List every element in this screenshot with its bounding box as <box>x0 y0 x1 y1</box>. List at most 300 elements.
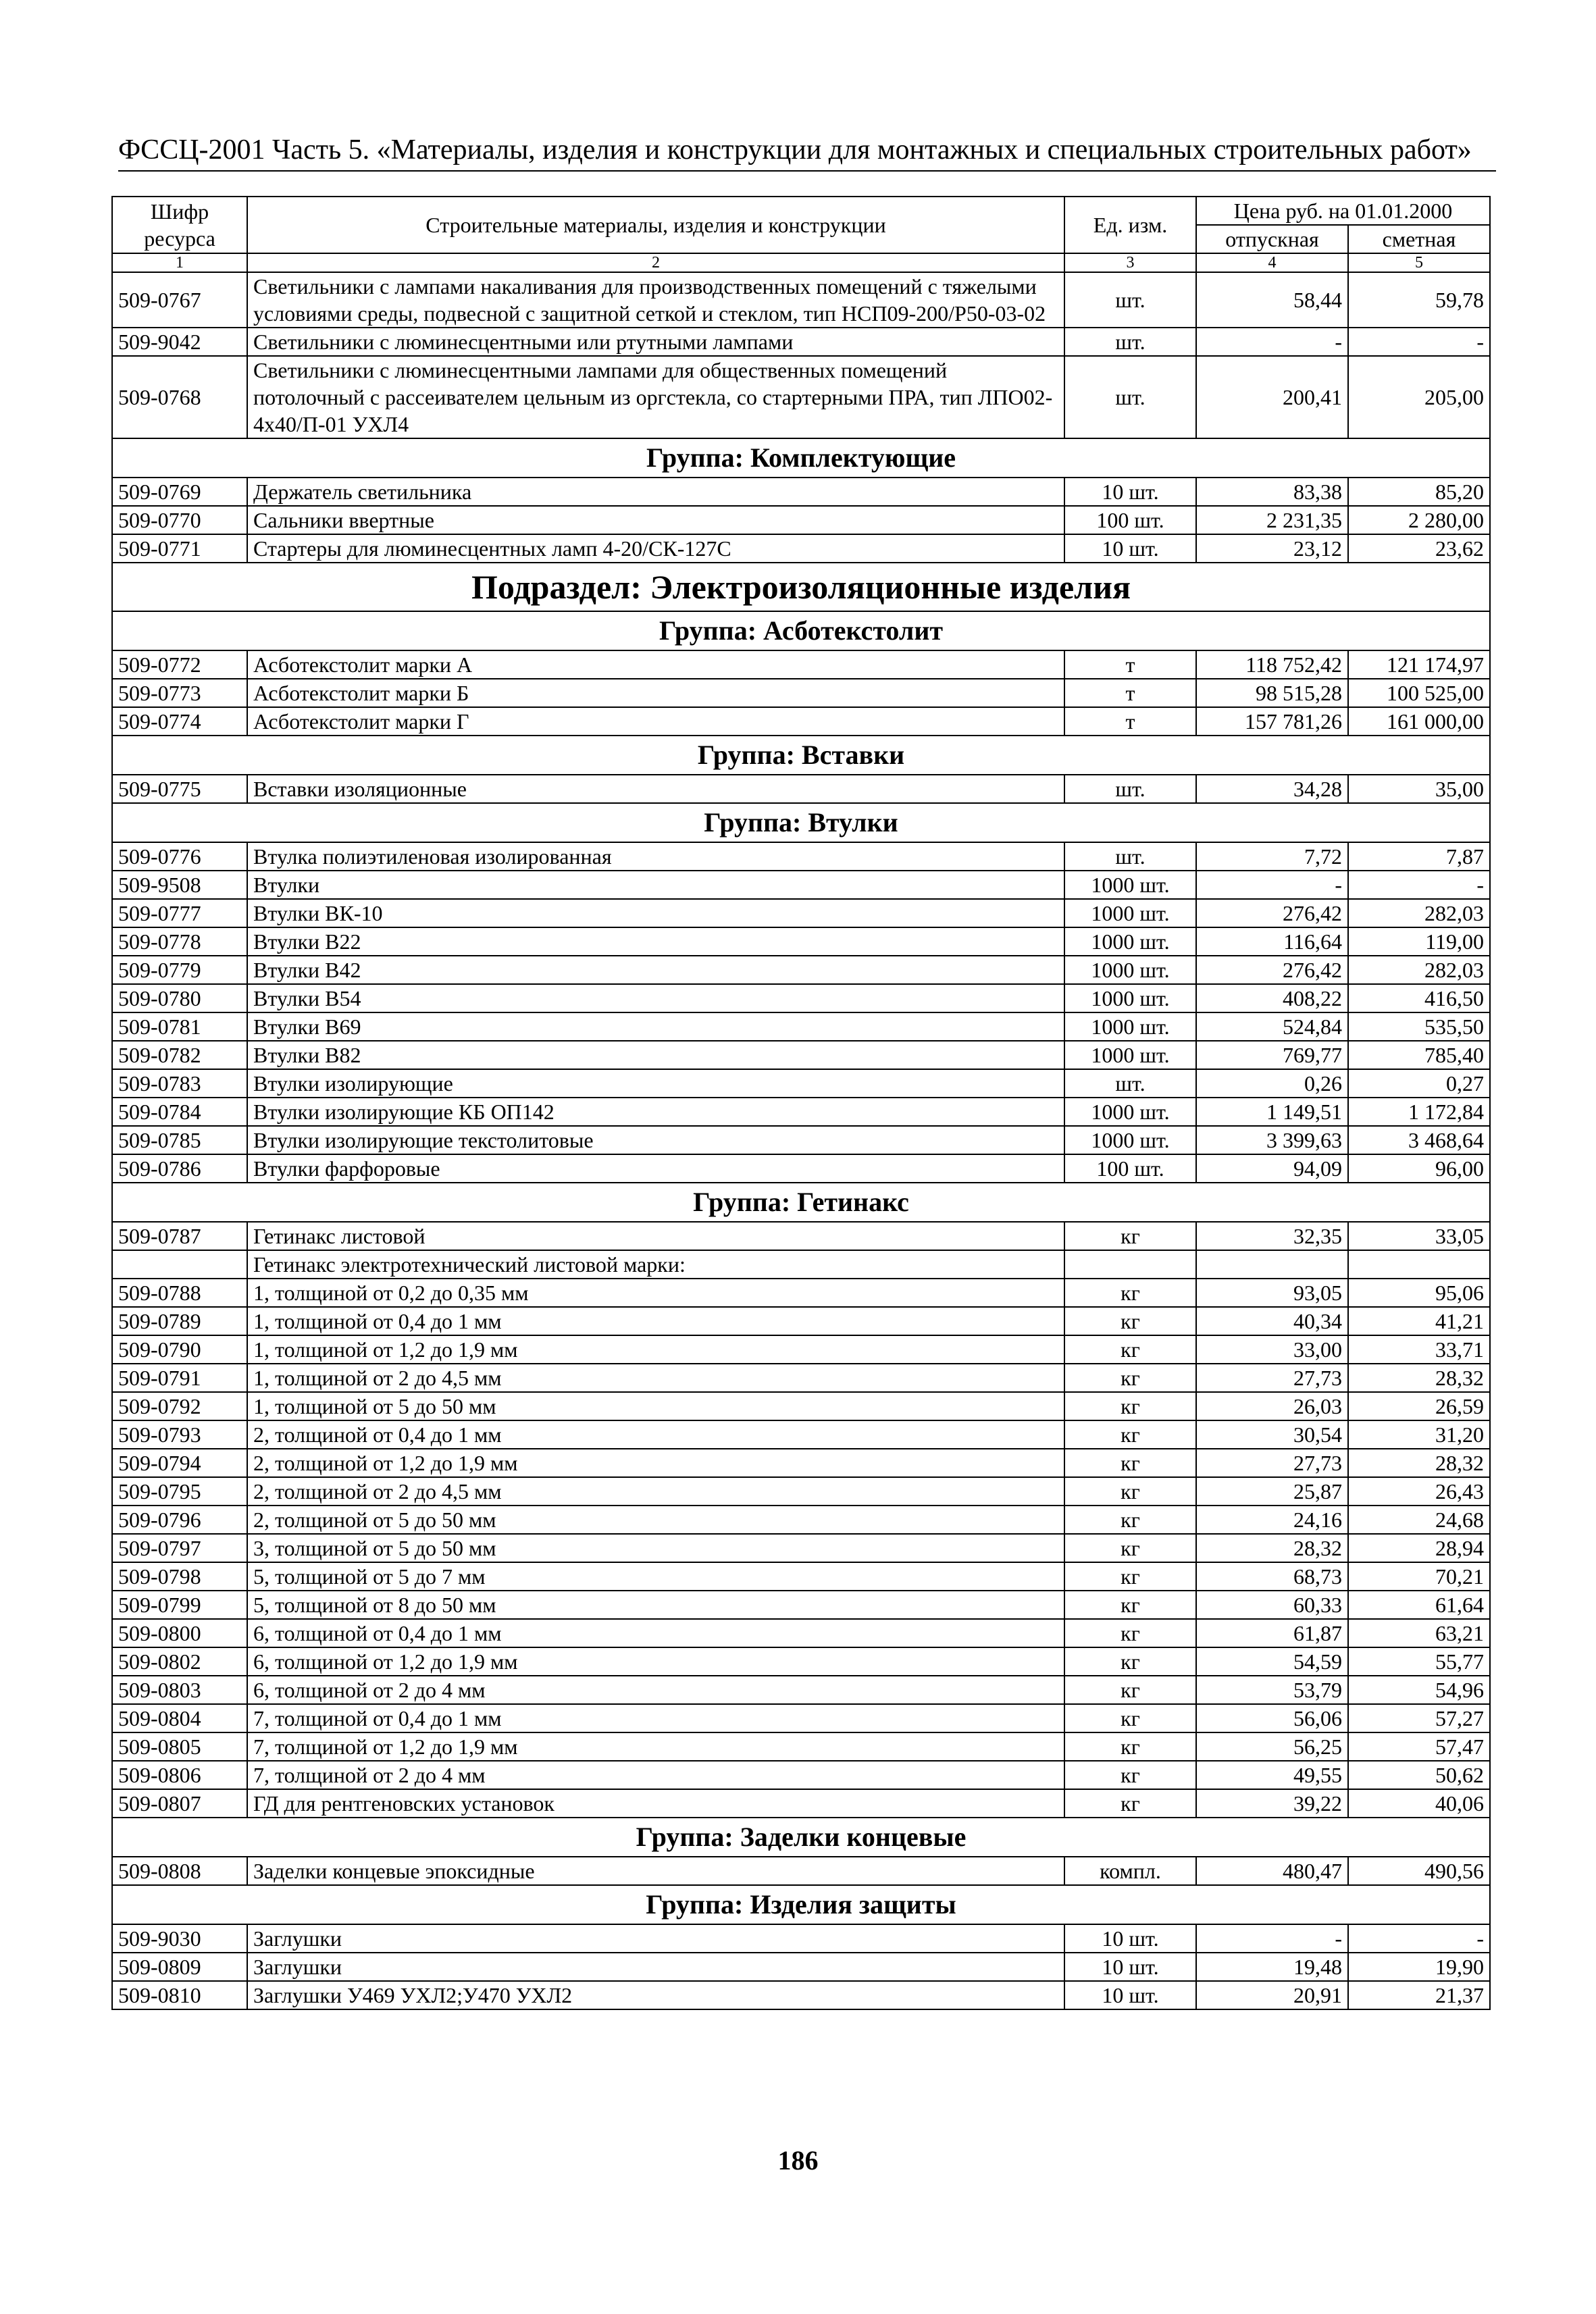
table-row <box>112 1364 1490 1392</box>
material-name: Втулки В42 <box>247 956 1064 984</box>
unit-of-measure: кг <box>1064 1732 1196 1761</box>
unit-of-measure: кг <box>1064 1789 1196 1818</box>
release-price: 30,54 <box>1196 1420 1348 1449</box>
resource-code: 509-0790 <box>112 1335 247 1364</box>
table-body <box>112 272 1490 2009</box>
group-heading-row <box>112 1818 1490 1857</box>
col-number: 3 <box>1064 253 1196 272</box>
table-row <box>112 775 1490 803</box>
release-price: 3 399,63 <box>1196 1126 1348 1154</box>
estimate-price: 57,47 <box>1348 1732 1490 1761</box>
col-number: 1 <box>112 253 247 272</box>
col-number: 2 <box>247 253 1064 272</box>
col-number: 4 <box>1196 253 1348 272</box>
table-row <box>112 1041 1490 1069</box>
col-header-price: Цена руб. на 01.01.2000 <box>1196 197 1490 225</box>
estimate-price: 7,87 <box>1348 842 1490 871</box>
unit-of-measure: 10 шт. <box>1064 1981 1196 2009</box>
resource-code: 509-0770 <box>112 506 247 534</box>
unit-of-measure: кг <box>1064 1591 1196 1619</box>
unit-of-measure: шт. <box>1064 842 1196 871</box>
group-heading-row <box>112 736 1490 775</box>
material-name: Заделки концевые эпоксидные <box>247 1857 1064 1885</box>
estimate-price: 205,00 <box>1348 356 1490 438</box>
estimate-price: 33,05 <box>1348 1222 1490 1250</box>
group-heading: Группа: Асботекстолит <box>112 611 1490 650</box>
unit-of-measure: шт. <box>1064 356 1196 438</box>
unit-of-measure: компл. <box>1064 1857 1196 1885</box>
resource-code: 509-0809 <box>112 1953 247 1981</box>
table-row <box>112 1647 1490 1676</box>
release-price: 49,55 <box>1196 1761 1348 1789</box>
release-price-cell <box>1196 1250 1348 1279</box>
resource-code: 509-0797 <box>112 1534 247 1562</box>
table-row <box>112 1591 1490 1619</box>
group-heading-row <box>112 1183 1490 1222</box>
estimate-price: 70,21 <box>1348 1562 1490 1591</box>
unit-of-measure: кг <box>1064 1534 1196 1562</box>
table-row <box>112 272 1490 328</box>
resource-code: 509-0786 <box>112 1154 247 1183</box>
resource-code: 509-0772 <box>112 650 247 679</box>
table-row <box>112 1279 1490 1307</box>
group-heading-row <box>112 438 1490 478</box>
unit-of-measure: кг <box>1064 1279 1196 1307</box>
subsection-heading-row <box>112 563 1490 611</box>
release-price: 408,22 <box>1196 984 1348 1012</box>
estimate-price: 21,37 <box>1348 1981 1490 2009</box>
table-row <box>112 1420 1490 1449</box>
price-table <box>111 196 1491 2010</box>
table-row <box>112 328 1490 356</box>
release-price: 54,59 <box>1196 1647 1348 1676</box>
estimate-price: 61,64 <box>1348 1591 1490 1619</box>
resource-code: 509-0793 <box>112 1420 247 1449</box>
table-row <box>112 1392 1490 1420</box>
release-price: 68,73 <box>1196 1562 1348 1591</box>
material-name: Втулки В82 <box>247 1041 1064 1069</box>
group-heading: Группа: Комплектующие <box>112 438 1490 478</box>
release-price: 56,06 <box>1196 1704 1348 1732</box>
page-number: 186 <box>777 2145 819 2176</box>
estimate-price: 416,50 <box>1348 984 1490 1012</box>
release-price: 34,28 <box>1196 775 1348 803</box>
estimate-price: 24,68 <box>1348 1506 1490 1534</box>
unit-of-measure: 1000 шт. <box>1064 927 1196 956</box>
table-row <box>112 1335 1490 1364</box>
material-name: Светильники с люминесцентными лампами для общественных помещений потолочный с рассеивателем цельным из оргстекла, со стартерными ПРА, тип ЛПО02-4х40/П-01 УХЛ4 <box>247 356 1064 438</box>
unit-of-measure: кг <box>1064 1222 1196 1250</box>
resource-code: 509-0796 <box>112 1506 247 1534</box>
group-heading: Группа: Гетинакс <box>112 1183 1490 1222</box>
release-price: 39,22 <box>1196 1789 1348 1818</box>
table-row <box>112 1477 1490 1506</box>
unit-of-measure: 1000 шт. <box>1064 956 1196 984</box>
table-row <box>112 679 1490 707</box>
estimate-price: 121 174,97 <box>1348 650 1490 679</box>
unit-of-measure: 1000 шт. <box>1064 899 1196 927</box>
resource-code: 509-0783 <box>112 1069 247 1098</box>
estimate-price: 55,77 <box>1348 1647 1490 1676</box>
group-heading: Группа: Вставки <box>112 736 1490 775</box>
release-price: 480,47 <box>1196 1857 1348 1885</box>
group-heading: Группа: Заделки концевые <box>112 1818 1490 1857</box>
table-row <box>112 1704 1490 1732</box>
resource-code: 509-0794 <box>112 1449 247 1477</box>
estimate-price: 26,59 <box>1348 1392 1490 1420</box>
material-name: Втулки изолирующие текстолитовые <box>247 1126 1064 1154</box>
unit-of-measure: 1000 шт. <box>1064 1012 1196 1041</box>
column-number-row <box>112 253 1490 272</box>
material-name: Втулки <box>247 871 1064 899</box>
estimate-price: 41,21 <box>1348 1307 1490 1335</box>
estimate-price: 3 468,64 <box>1348 1126 1490 1154</box>
table-row <box>112 1732 1490 1761</box>
estimate-price: 28,32 <box>1348 1449 1490 1477</box>
resource-code: 509-0778 <box>112 927 247 956</box>
table-row <box>112 1534 1490 1562</box>
material-name: 1, толщиной от 5 до 50 мм <box>247 1392 1064 1420</box>
table-row <box>112 506 1490 534</box>
unit-of-measure: 10 шт. <box>1064 534 1196 563</box>
unit-of-measure: кг <box>1064 1420 1196 1449</box>
estimate-price: 35,00 <box>1348 775 1490 803</box>
resource-code: 509-0802 <box>112 1647 247 1676</box>
resource-code: 509-0791 <box>112 1364 247 1392</box>
material-name: 5, толщиной от 8 до 50 мм <box>247 1591 1064 1619</box>
col-header-unit: Ед. изм. <box>1064 197 1196 253</box>
material-name: 5, толщиной от 5 до 7 мм <box>247 1562 1064 1591</box>
resource-code: 509-9508 <box>112 871 247 899</box>
group-heading: Группа: Изделия защиты <box>112 1885 1490 1924</box>
table-row <box>112 1676 1490 1704</box>
resource-code: 509-0779 <box>112 956 247 984</box>
estimate-price: 19,90 <box>1348 1953 1490 1981</box>
resource-code: 509-0782 <box>112 1041 247 1069</box>
material-name: Втулки изолирующие <box>247 1069 1064 1098</box>
unit-of-measure: 1000 шт. <box>1064 1041 1196 1069</box>
table-row <box>112 871 1490 899</box>
table-row <box>112 1012 1490 1041</box>
resource-code: 509-0807 <box>112 1789 247 1818</box>
resource-code: 509-0787 <box>112 1222 247 1250</box>
table-row <box>112 1562 1490 1591</box>
material-name: Светильники с люминесцентными или ртутными лампами <box>247 328 1064 356</box>
unit-of-measure: т <box>1064 679 1196 707</box>
estimate-price: 535,50 <box>1348 1012 1490 1041</box>
release-price: 83,38 <box>1196 478 1348 506</box>
resource-code: 509-0767 <box>112 272 247 328</box>
release-price: 28,32 <box>1196 1534 1348 1562</box>
material-name: 6, толщиной от 1,2 до 1,9 мм <box>247 1647 1064 1676</box>
release-price: 116,64 <box>1196 927 1348 956</box>
material-name: 2, толщиной от 2 до 4,5 мм <box>247 1477 1064 1506</box>
table-row <box>112 1154 1490 1183</box>
unit-of-measure: кг <box>1064 1392 1196 1420</box>
estimate-price: 33,71 <box>1348 1335 1490 1364</box>
table-row <box>112 1307 1490 1335</box>
release-price: 769,77 <box>1196 1041 1348 1069</box>
unit-of-measure: кг <box>1064 1364 1196 1392</box>
material-name: Асботекстолит марки Б <box>247 679 1064 707</box>
material-name: Светильники с лампами накаливания для производственных помещений с тяжелыми условиями среды, подвесной с защитной сеткой и стеклом, тип НСП09-200/Р50-03-02 <box>247 272 1064 328</box>
material-name: Держатель светильника <box>247 478 1064 506</box>
resource-code: 509-0795 <box>112 1477 247 1506</box>
table-row <box>112 707 1490 736</box>
table-row <box>112 1126 1490 1154</box>
material-name: Заглушки <box>247 1953 1064 1981</box>
material-name: Асботекстолит марки А <box>247 650 1064 679</box>
material-name: 6, толщиной от 2 до 4 мм <box>247 1676 1064 1704</box>
release-price: 276,42 <box>1196 899 1348 927</box>
resource-code: 509-0771 <box>112 534 247 563</box>
estimate-price: 50,62 <box>1348 1761 1490 1789</box>
estimate-price: 490,56 <box>1348 1857 1490 1885</box>
material-name: Втулки В54 <box>247 984 1064 1012</box>
unit-of-measure: шт. <box>1064 775 1196 803</box>
resource-code: 509-0775 <box>112 775 247 803</box>
resource-code: 509-0784 <box>112 1098 247 1126</box>
unit-of-measure: кг <box>1064 1506 1196 1534</box>
estimate-price: 40,06 <box>1348 1789 1490 1818</box>
resource-code: 509-0774 <box>112 707 247 736</box>
resource-code: 509-0785 <box>112 1126 247 1154</box>
unit-of-measure: шт. <box>1064 1069 1196 1098</box>
material-name: 1, толщиной от 1,2 до 1,9 мм <box>247 1335 1064 1364</box>
resource-code: 509-0773 <box>112 679 247 707</box>
release-price: - <box>1196 1924 1348 1953</box>
release-price: 27,73 <box>1196 1449 1348 1477</box>
col-header-name: Строительные материалы, изделия и конструкции <box>247 197 1064 253</box>
code-cell <box>112 1250 247 1279</box>
table-row <box>112 899 1490 927</box>
col-header-release-price: отпускная <box>1196 225 1348 253</box>
release-price: 61,87 <box>1196 1619 1348 1647</box>
resource-code: 509-0768 <box>112 356 247 438</box>
table-header-row <box>112 197 1490 225</box>
estimate-price: 282,03 <box>1348 956 1490 984</box>
release-price: 98 515,28 <box>1196 679 1348 707</box>
header-rule <box>118 170 1496 172</box>
material-name: Втулки ВК-10 <box>247 899 1064 927</box>
estimate-price: 28,32 <box>1348 1364 1490 1392</box>
unit-of-measure: 1000 шт. <box>1064 1126 1196 1154</box>
release-price: 276,42 <box>1196 956 1348 984</box>
resource-code: 509-0780 <box>112 984 247 1012</box>
material-name: Стартеры для люминесцентных ламп 4-20/СК-127С <box>247 534 1064 563</box>
material-name: Втулка полиэтиленовая изолированная <box>247 842 1064 871</box>
estimate-price: - <box>1348 871 1490 899</box>
estimate-price: 119,00 <box>1348 927 1490 956</box>
resource-code: 509-0806 <box>112 1761 247 1789</box>
estimate-price: 161 000,00 <box>1348 707 1490 736</box>
estimate-price: 31,20 <box>1348 1420 1490 1449</box>
resource-code: 509-0805 <box>112 1732 247 1761</box>
unit-of-measure: 10 шт. <box>1064 1953 1196 1981</box>
unit-of-measure: кг <box>1064 1449 1196 1477</box>
material-name: 2, толщиной от 1,2 до 1,9 мм <box>247 1449 1064 1477</box>
estimate-price: 59,78 <box>1348 272 1490 328</box>
table-row <box>112 1924 1490 1953</box>
unit-of-measure: кг <box>1064 1676 1196 1704</box>
release-price: 93,05 <box>1196 1279 1348 1307</box>
release-price: 23,12 <box>1196 534 1348 563</box>
table-row <box>112 1789 1490 1818</box>
table-row <box>112 1981 1490 2009</box>
material-name: Гетинакс листовой <box>247 1222 1064 1250</box>
table-row <box>112 1222 1490 1250</box>
material-name: Асботекстолит марки Г <box>247 707 1064 736</box>
release-price: 27,73 <box>1196 1364 1348 1392</box>
estimate-price-cell <box>1348 1250 1490 1279</box>
release-price: - <box>1196 328 1348 356</box>
table-row <box>112 927 1490 956</box>
resource-code: 509-0788 <box>112 1279 247 1307</box>
unit-of-measure: кг <box>1064 1761 1196 1789</box>
estimate-price: 57,27 <box>1348 1704 1490 1732</box>
resource-code: 509-0800 <box>112 1619 247 1647</box>
material-name: 1, толщиной от 0,2 до 0,35 мм <box>247 1279 1064 1307</box>
estimate-price: 28,94 <box>1348 1534 1490 1562</box>
material-name: Втулки изолирующие КБ ОП142 <box>247 1098 1064 1126</box>
estimate-price: 85,20 <box>1348 478 1490 506</box>
estimate-price: - <box>1348 328 1490 356</box>
group-heading-row <box>112 611 1490 650</box>
resource-code: 509-0781 <box>112 1012 247 1041</box>
group-heading-row <box>112 803 1490 842</box>
unit-of-measure: т <box>1064 650 1196 679</box>
material-name: 7, толщиной от 0,4 до 1 мм <box>247 1704 1064 1732</box>
unit-of-measure: шт. <box>1064 272 1196 328</box>
material-name: 7, толщиной от 2 до 4 мм <box>247 1761 1064 1789</box>
unit-of-measure: 1000 шт. <box>1064 871 1196 899</box>
table-row <box>112 1098 1490 1126</box>
release-price: 24,16 <box>1196 1506 1348 1534</box>
unit-of-measure: кг <box>1064 1335 1196 1364</box>
table-row <box>112 1953 1490 1981</box>
material-name: 1, толщиной от 0,4 до 1 мм <box>247 1307 1064 1335</box>
unit-of-measure: 1000 шт. <box>1064 1098 1196 1126</box>
release-price: 32,35 <box>1196 1222 1348 1250</box>
material-name: Заглушки <box>247 1924 1064 1953</box>
note-row <box>112 1250 1490 1279</box>
estimate-price: 96,00 <box>1348 1154 1490 1183</box>
release-price: - <box>1196 871 1348 899</box>
estimate-price: 785,40 <box>1348 1041 1490 1069</box>
material-name: Втулки фарфоровые <box>247 1154 1064 1183</box>
unit-of-measure: 100 шт. <box>1064 1154 1196 1183</box>
table-row <box>112 534 1490 563</box>
material-name: 6, толщиной от 0,4 до 1 мм <box>247 1619 1064 1647</box>
table-row <box>112 1619 1490 1647</box>
material-name: 3, толщиной от 5 до 50 мм <box>247 1534 1064 1562</box>
estimate-price: 54,96 <box>1348 1676 1490 1704</box>
unit-of-measure: 10 шт. <box>1064 478 1196 506</box>
unit-of-measure: кг <box>1064 1619 1196 1647</box>
group-heading-row <box>112 1885 1490 1924</box>
table-row <box>112 984 1490 1012</box>
unit-of-measure: 100 шт. <box>1064 506 1196 534</box>
material-name: 2, толщиной от 5 до 50 мм <box>247 1506 1064 1534</box>
release-price: 200,41 <box>1196 356 1348 438</box>
table-row <box>112 1857 1490 1885</box>
release-price: 94,09 <box>1196 1154 1348 1183</box>
resource-code: 509-0803 <box>112 1676 247 1704</box>
release-price: 56,25 <box>1196 1732 1348 1761</box>
table-row <box>112 356 1490 438</box>
unit-of-measure: кг <box>1064 1477 1196 1506</box>
group-heading: Группа: Втулки <box>112 803 1490 842</box>
material-name: Втулки В69 <box>247 1012 1064 1041</box>
estimate-price: 0,27 <box>1348 1069 1490 1098</box>
release-price: 0,26 <box>1196 1069 1348 1098</box>
resource-code: 509-0799 <box>112 1591 247 1619</box>
release-price: 1 149,51 <box>1196 1098 1348 1126</box>
material-name: Сальники ввертные <box>247 506 1064 534</box>
estimate-price: 282,03 <box>1348 899 1490 927</box>
col-header-estimate-price: сметная <box>1348 225 1490 253</box>
estimate-price: 23,62 <box>1348 534 1490 563</box>
resource-code: 509-9042 <box>112 328 247 356</box>
release-price: 40,34 <box>1196 1307 1348 1335</box>
table-row <box>112 478 1490 506</box>
table-row <box>112 1506 1490 1534</box>
estimate-price: 26,43 <box>1348 1477 1490 1506</box>
unit-of-measure: кг <box>1064 1704 1196 1732</box>
table-row <box>112 1761 1490 1789</box>
estimate-price: 63,21 <box>1348 1619 1490 1647</box>
release-price: 20,91 <box>1196 1981 1348 2009</box>
resource-code: 509-0810 <box>112 1981 247 2009</box>
material-name: ГД для рентгеновских установок <box>247 1789 1064 1818</box>
unit-of-measure: кг <box>1064 1647 1196 1676</box>
estimate-price: - <box>1348 1924 1490 1953</box>
release-price: 25,87 <box>1196 1477 1348 1506</box>
unit-of-measure: кг <box>1064 1562 1196 1591</box>
estimate-price: 1 172,84 <box>1348 1098 1490 1126</box>
release-price: 58,44 <box>1196 272 1348 328</box>
release-price: 7,72 <box>1196 842 1348 871</box>
subsection-heading: Подраздел: Электроизоляционные изделия <box>112 563 1490 611</box>
unit-of-measure: кг <box>1064 1307 1196 1335</box>
resource-code: 509-0792 <box>112 1392 247 1420</box>
resource-code: 509-0789 <box>112 1307 247 1335</box>
release-price: 2 231,35 <box>1196 506 1348 534</box>
release-price: 524,84 <box>1196 1012 1348 1041</box>
unit-of-measure: 1000 шт. <box>1064 984 1196 1012</box>
release-price: 33,00 <box>1196 1335 1348 1364</box>
material-name: 2, толщиной от 0,4 до 1 мм <box>247 1420 1064 1449</box>
unit-of-measure: 10 шт. <box>1064 1924 1196 1953</box>
note-text: Гетинакс электротехнический листовой марки: <box>247 1250 1064 1279</box>
material-name: Заглушки У469 УХЛ2;У470 УХЛ2 <box>247 1981 1064 2009</box>
release-price: 157 781,26 <box>1196 707 1348 736</box>
table-row <box>112 650 1490 679</box>
col-header-code: Шифр ресурса <box>112 197 247 253</box>
material-name: Втулки В22 <box>247 927 1064 956</box>
col-number: 5 <box>1348 253 1490 272</box>
release-price: 26,03 <box>1196 1392 1348 1420</box>
table-row <box>112 1069 1490 1098</box>
resource-code: 509-0798 <box>112 1562 247 1591</box>
release-price: 60,33 <box>1196 1591 1348 1619</box>
unit-of-measure: шт. <box>1064 328 1196 356</box>
table-row <box>112 956 1490 984</box>
release-price: 53,79 <box>1196 1676 1348 1704</box>
estimate-price: 95,06 <box>1348 1279 1490 1307</box>
release-price: 19,48 <box>1196 1953 1348 1981</box>
release-price: 118 752,42 <box>1196 650 1348 679</box>
